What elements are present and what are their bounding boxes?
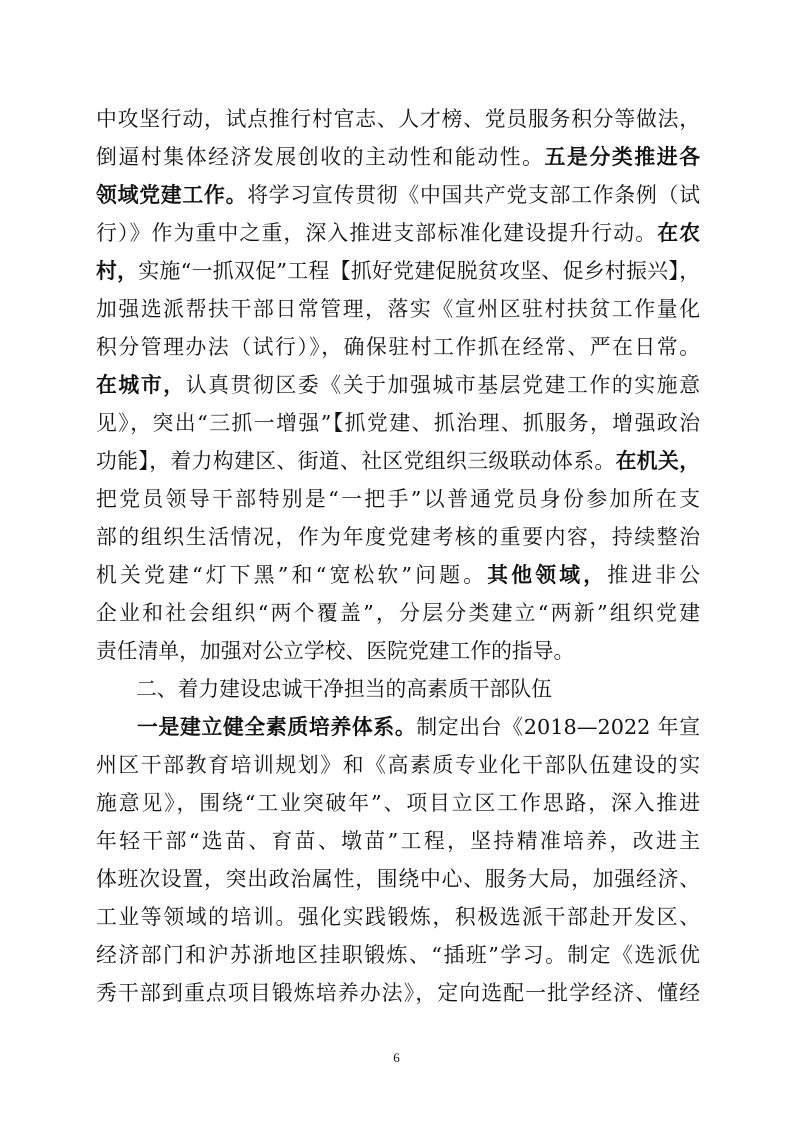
paragraph-cadre-training [96, 708, 700, 1012]
text-line [96, 556, 700, 594]
body-text: 加强选派帮扶干部日常管理，落实《宣州区驻村扶贫工作量化 [96, 297, 700, 321]
body-text: 制定出台《2018—2022 年宣 [416, 715, 700, 739]
text-line [96, 404, 700, 442]
body-text: 把党员领导干部特别是“一把手”以普通党员身份参加所在支 [96, 487, 700, 511]
text-line [96, 480, 700, 518]
text-line [96, 594, 700, 632]
body-text: 秀干部到重点项目锻炼培养办法》，定向选配一批学经济、懂经 [96, 981, 700, 1005]
section-heading: 二、着力建设忠诚干净担当的高素质干部队伍 [136, 677, 552, 701]
bold-text: 其他领域， [487, 563, 608, 587]
text-line [96, 746, 700, 784]
page-number: 6 [393, 1050, 400, 1065]
body-text: 年轻干部“选苗、育苗、墩苗”工程，坚持精准培养，改进主 [96, 829, 700, 853]
text-line [96, 518, 700, 556]
bold-text: 在城市， [96, 373, 186, 397]
bold-text: 在机关， [615, 449, 700, 473]
body-text: 经济部门和沪苏浙地区挂职锻炼、“插班”学习。制定《选派优 [96, 943, 700, 967]
body-text: 积分管理办法（试行）》，确保驻村工作抓在经常、严在日常。 [96, 335, 700, 359]
body-text: 州区干部教育培训规划》和《高素质专业化干部队伍建设的实 [96, 753, 700, 777]
body-text: 企业和社会组织“两个覆盖”，分层分类建立“两新”组织党建 [96, 601, 700, 625]
body-text: 工业等领域的培训。强化实践锻炼，积极选派干部赴开发区、 [96, 905, 700, 929]
body-text: 中攻坚行动，试点推行村官志、人才榜、党员服务积分等做法， [96, 107, 700, 131]
text-line [96, 290, 700, 328]
paragraph-party-building [96, 100, 700, 670]
text-line [96, 898, 700, 936]
body-text: 体班次设置，突出政治属性，围绕中心、服务大局，加强经济、 [96, 867, 700, 891]
text-line [96, 708, 700, 746]
body-text: 实施“一抓双促”工程【抓好党建促脱贫攻坚、促乡村振兴】， [138, 259, 700, 283]
bold-text: 五是分类推进各 [544, 145, 700, 169]
text-line [96, 860, 700, 898]
body-text: 机关党建“灯下黑”和“宽松软”问题。 [96, 563, 488, 587]
text-line [96, 366, 700, 404]
bold-text: 一是建立健全素质培养体系。 [137, 715, 417, 739]
body-text: 部的组织生活情况，作为年度党建考核的重要内容，持续整治 [96, 525, 700, 549]
bold-text: 在农 [657, 221, 700, 245]
text-line [96, 784, 700, 822]
text-line [96, 328, 700, 366]
body-text: 见》，突出“三抓一增强”【抓党建、抓治理、抓服务，增强政治 [96, 411, 700, 435]
text-line [96, 936, 700, 974]
body-text: 行）》作为重中之重，深入推进支部标准化建设提升行动。 [96, 221, 658, 245]
text-line [96, 252, 700, 290]
bold-text: 领域党建工作。 [96, 183, 248, 207]
text-line [96, 822, 700, 860]
document-body [96, 100, 700, 1012]
text-line [96, 442, 700, 480]
body-text: 责任清单，加强对公立学校、医院党建工作的指导。 [96, 639, 575, 663]
text-line [96, 138, 700, 176]
text-line [96, 214, 700, 252]
text-line [96, 974, 700, 1012]
body-text: 将学习宣传贯彻《中国共产党支部工作条例（试 [247, 183, 700, 207]
body-text: 推进非公 [607, 563, 700, 587]
text-line [96, 632, 700, 670]
bold-text: 村， [96, 259, 139, 283]
text-line [96, 100, 700, 138]
text-line [96, 176, 700, 214]
body-text: 倒逼村集体经济发展创收的主动性和能动性。 [96, 145, 545, 169]
body-text: 功能】，着力构建区、街道、社区党组织三级联动体系。 [96, 449, 616, 473]
body-text: 施意见》，围绕“工业突破年”、项目立区工作思路，深入推进 [96, 791, 700, 815]
body-text: 认真贯彻区委《关于加强城市基层党建工作的实施意 [185, 373, 700, 397]
